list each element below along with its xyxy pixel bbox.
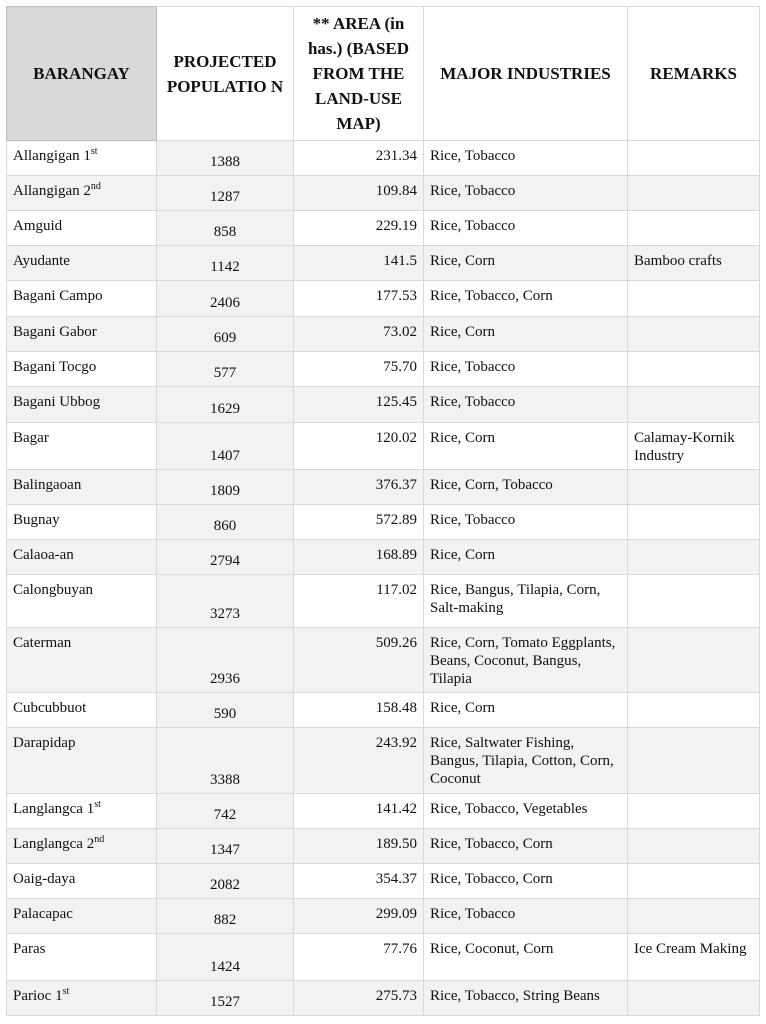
cell-industries: Rice, Corn: [424, 540, 628, 575]
cell-area: 354.37: [294, 864, 424, 899]
cell-industries: Rice, Tobacco, String Beans: [424, 981, 628, 1016]
cell-barangay: [7, 246, 157, 281]
barangay-name: Bagani Ubbog: [13, 394, 101, 410]
cell-remarks: [628, 176, 760, 211]
cell-area: 189.50: [294, 829, 424, 864]
cell-area: 109.84: [294, 176, 424, 211]
cell-remarks: [628, 211, 760, 246]
cell-barangay: [7, 352, 157, 387]
cell-industries: Rice, Tobacco, Corn: [424, 281, 628, 317]
cell-barangay: [7, 628, 157, 693]
cell-population: 590: [157, 693, 294, 728]
cell-population: 1407: [157, 423, 294, 470]
cell-industries: Rice, Tobacco, Corn: [424, 864, 628, 899]
cell-population: 1287: [157, 176, 294, 211]
cell-industries: Rice, Tobacco: [424, 141, 628, 176]
header-projected-population: PROJECTED POPULATIO N: [157, 7, 294, 141]
barangay-name: Langlangca 1: [13, 801, 95, 817]
cell-area: 229.19: [294, 211, 424, 246]
cell-barangay: [7, 317, 157, 352]
cell-barangay: [7, 864, 157, 899]
barangay-name: Caterman: [13, 635, 72, 651]
cell-industries: Rice, Tobacco, Corn: [424, 829, 628, 864]
cell-population: 882: [157, 899, 294, 934]
cell-area: 275.73: [294, 981, 424, 1016]
table-row: [7, 352, 760, 387]
table-row: [7, 899, 760, 934]
table-row: [7, 281, 760, 317]
cell-population: 2406: [157, 281, 294, 317]
cell-area: 158.48: [294, 693, 424, 728]
barangay-name: Darapidap: [13, 735, 76, 751]
cell-industries: Rice, Tobacco: [424, 387, 628, 423]
cell-remarks: [628, 864, 760, 899]
cell-area: 141.42: [294, 794, 424, 829]
cell-area: 117.02: [294, 575, 424, 628]
barangay-name: Bagani Gabor: [13, 324, 97, 340]
table-row: [7, 829, 760, 864]
header-remarks: REMARKS: [628, 7, 760, 141]
cell-remarks: [628, 505, 760, 540]
cell-population: 1424: [157, 934, 294, 981]
cell-industries: Rice, Corn: [424, 693, 628, 728]
cell-area: 299.09: [294, 899, 424, 934]
cell-barangay: [7, 423, 157, 470]
cell-remarks: [628, 317, 760, 352]
ordinal-suffix: st: [90, 146, 98, 157]
cell-area: 231.34: [294, 141, 424, 176]
cell-remarks: [628, 794, 760, 829]
cell-barangay: [7, 141, 157, 176]
table-row: [7, 505, 760, 540]
cell-industries: Rice, Corn: [424, 423, 628, 470]
header-major-industries: MAJOR INDUSTRIES: [424, 7, 628, 141]
cell-area: 73.02: [294, 317, 424, 352]
table-row: [7, 317, 760, 352]
cell-industries: Rice, Tobacco, Vegetables: [424, 794, 628, 829]
barangay-name: Bagar: [13, 430, 49, 446]
table-row: [7, 728, 760, 794]
cell-barangay: [7, 540, 157, 575]
cell-remarks: [628, 141, 760, 176]
cell-industries: Rice, Saltwater Fishing, Bangus, Tilapia, Cotton, Corn, Coconut: [424, 728, 628, 794]
cell-barangay: [7, 176, 157, 211]
barangay-table: [6, 6, 760, 1016]
cell-barangay: [7, 281, 157, 317]
cell-barangay: [7, 211, 157, 246]
cell-barangay: [7, 387, 157, 423]
cell-population: 1629: [157, 387, 294, 423]
ordinal-suffix: st: [94, 799, 101, 810]
cell-area: 509.26: [294, 628, 424, 693]
cell-area: 177.53: [294, 281, 424, 317]
document-page: [6, 6, 759, 1016]
ordinal-suffix: nd: [94, 834, 105, 845]
table-row: [7, 575, 760, 628]
cell-population: 1388: [157, 141, 294, 176]
cell-population: 609: [157, 317, 294, 352]
cell-population: 1527: [157, 981, 294, 1016]
cell-barangay: [7, 505, 157, 540]
cell-population: 860: [157, 505, 294, 540]
barangay-name: Balingaoan: [13, 477, 82, 493]
cell-remarks: [628, 540, 760, 575]
cell-remarks: [628, 352, 760, 387]
cell-barangay: [7, 794, 157, 829]
cell-population: 1142: [157, 246, 294, 281]
cell-industries: Rice, Bangus, Tilapia, Corn, Salt-making: [424, 575, 628, 628]
table-row: [7, 628, 760, 693]
header-area: ** AREA (in has.) (BASED FROM THE LAND-USE MAP): [294, 7, 424, 141]
cell-remarks: [628, 575, 760, 628]
cell-population: 742: [157, 794, 294, 829]
barangay-name: Calaoa-an: [13, 547, 74, 563]
cell-industries: Rice, Tobacco: [424, 899, 628, 934]
cell-remarks: Calamay-Kornik Industry: [628, 423, 760, 470]
cell-remarks: [628, 281, 760, 317]
barangay-name: Bugnay: [13, 512, 60, 528]
cell-area: 77.76: [294, 934, 424, 981]
cell-area: 75.70: [294, 352, 424, 387]
cell-industries: Rice, Corn: [424, 246, 628, 281]
cell-population: 3273: [157, 575, 294, 628]
cell-barangay: [7, 728, 157, 794]
cell-area: 125.45: [294, 387, 424, 423]
barangay-name: Amguid: [13, 218, 63, 234]
table-row: [7, 540, 760, 575]
cell-industries: Rice, Corn, Tobacco: [424, 470, 628, 505]
cell-population: 1809: [157, 470, 294, 505]
table-row: [7, 934, 760, 981]
cell-remarks: [628, 628, 760, 693]
cell-remarks: [628, 728, 760, 794]
table-row: [7, 981, 760, 1016]
barangay-name: Bagani Campo: [13, 288, 103, 304]
table-row: [7, 423, 760, 470]
table-row: [7, 864, 760, 899]
cell-remarks: [628, 981, 760, 1016]
cell-barangay: [7, 829, 157, 864]
cell-population: 2082: [157, 864, 294, 899]
cell-barangay: [7, 470, 157, 505]
ordinal-suffix: nd: [90, 181, 101, 192]
cell-barangay: [7, 934, 157, 981]
cell-population: 858: [157, 211, 294, 246]
barangay-name: Allangigan 1: [13, 148, 91, 164]
cell-industries: Rice, Tobacco: [424, 505, 628, 540]
barangay-name: Allangigan 2: [13, 183, 91, 199]
cell-barangay: [7, 981, 157, 1016]
cell-industries: Rice, Tobacco: [424, 211, 628, 246]
barangay-name: Oaig-daya: [13, 871, 76, 887]
cell-remarks: [628, 899, 760, 934]
cell-area: 120.02: [294, 423, 424, 470]
table-row: [7, 211, 760, 246]
header-barangay: BARANGAY: [7, 7, 157, 141]
table-row: [7, 176, 760, 211]
barangay-name: Calongbuyan: [13, 582, 93, 598]
barangay-name: Palacapac: [13, 906, 73, 922]
cell-barangay: [7, 693, 157, 728]
cell-population: 2794: [157, 540, 294, 575]
cell-industries: Rice, Coconut, Corn: [424, 934, 628, 981]
cell-area: 168.89: [294, 540, 424, 575]
cell-area: 376.37: [294, 470, 424, 505]
cell-industries: Rice, Tobacco: [424, 176, 628, 211]
cell-population: 1347: [157, 829, 294, 864]
barangay-name: Paras: [13, 941, 46, 957]
cell-population: 2936: [157, 628, 294, 693]
cell-remarks: [628, 470, 760, 505]
cell-area: 243.92: [294, 728, 424, 794]
cell-remarks: [628, 693, 760, 728]
barangay-name: Ayudante: [13, 253, 70, 269]
cell-barangay: [7, 575, 157, 628]
table-row: [7, 246, 760, 281]
table-row: [7, 693, 760, 728]
barangay-name: Parioc 1: [13, 988, 63, 1004]
cell-industries: Rice, Corn: [424, 317, 628, 352]
cell-population: 577: [157, 352, 294, 387]
barangay-name: Bagani Tocgo: [13, 359, 97, 375]
cell-population: 3388: [157, 728, 294, 794]
cell-industries: Rice, Tobacco: [424, 352, 628, 387]
table-row: [7, 141, 760, 176]
cell-industries: Rice, Corn, Tomato Eggplants, Beans, Coconut, Bangus, Tilapia: [424, 628, 628, 693]
table-row: [7, 387, 760, 423]
cell-barangay: [7, 899, 157, 934]
ordinal-suffix: st: [62, 986, 70, 997]
barangay-name: Cubcubbuot: [13, 700, 87, 716]
table-row: [7, 470, 760, 505]
table-header-row: [7, 7, 760, 141]
cell-remarks: Bamboo crafts: [628, 246, 760, 281]
cell-remarks: Ice Cream Making: [628, 934, 760, 981]
cell-remarks: [628, 387, 760, 423]
cell-area: 141.5: [294, 246, 424, 281]
barangay-name: Langlangca 2: [13, 836, 95, 852]
table-row: [7, 794, 760, 829]
cell-area: 572.89: [294, 505, 424, 540]
cell-remarks: [628, 829, 760, 864]
